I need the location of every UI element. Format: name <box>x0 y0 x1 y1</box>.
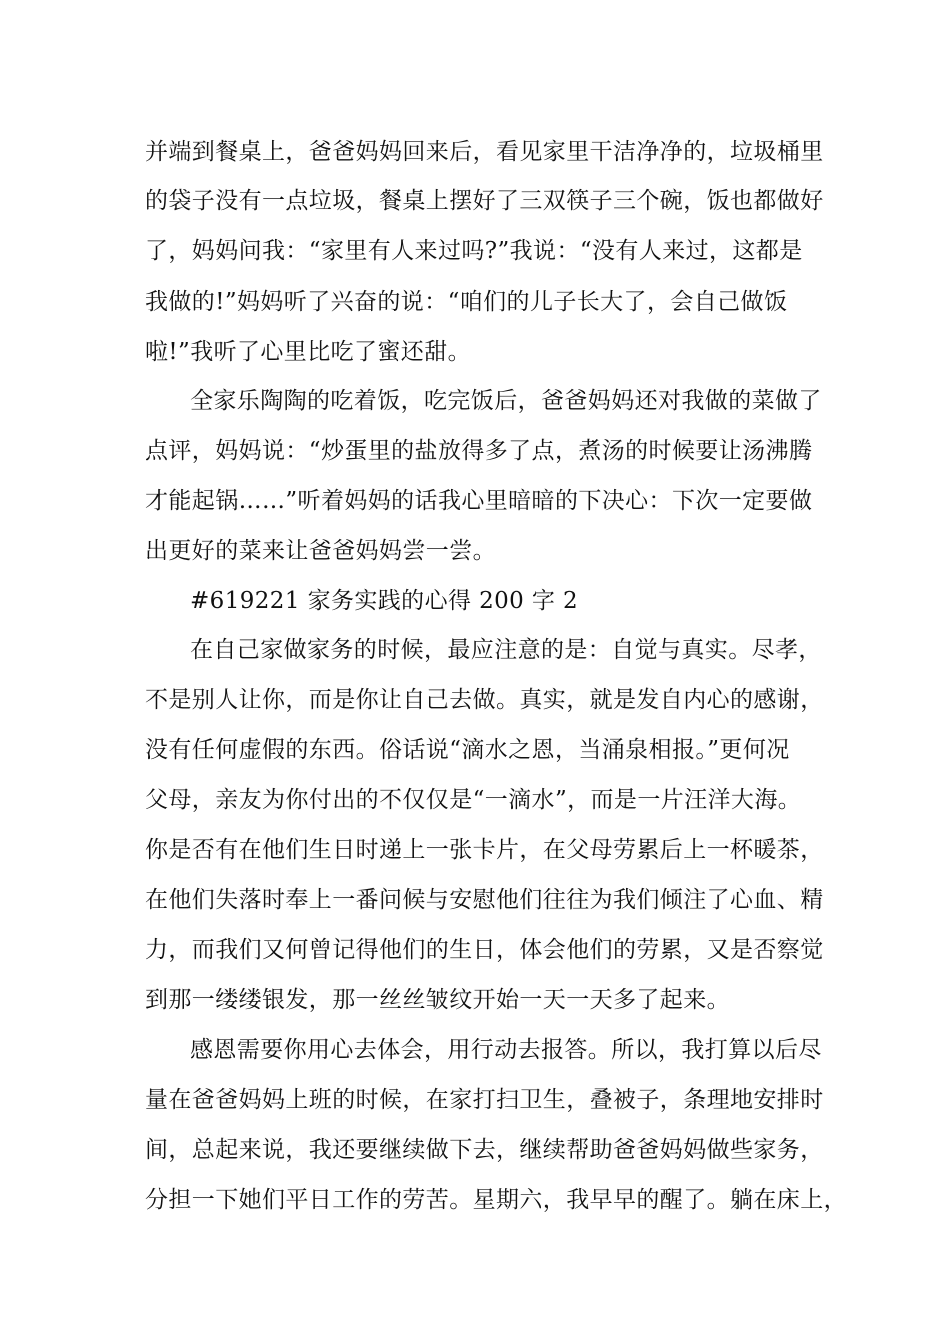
text-line: 的袋子没有一点垃圾，餐桌上摆好了三双筷子三个碗，饭也都做好 <box>145 188 824 214</box>
text-line: 点评，妈妈说：“炒蛋里的盐放得多了点，煮汤的时候要让汤沸腾 <box>145 438 813 464</box>
text-line: 感恩需要你用心去体会，用行动去报答。所以，我打算以后尽 <box>190 1037 822 1063</box>
text-line: 量在爸爸妈妈上班的时候，在家打扫卫生，叠被子，条理地安排时 <box>145 1087 824 1113</box>
text-line: 在自己家做家务的时候，最应注意的是：自觉与真实。尽孝， <box>190 637 822 663</box>
text-line: 分担一下她们平日工作的劳苦。星期六，我早早的醒了。躺在床上， <box>145 1187 847 1213</box>
text-line: 才能起锅……”听着妈妈的话我心里暗暗的下决心：下次一定要做 <box>145 488 813 514</box>
text-line: 了，妈妈问我：“家里有人来过吗?”我说：“没有人来过，这都是 <box>145 238 803 264</box>
text-line: 并端到餐桌上，爸爸妈妈回来后，看见家里干洁净净的，垃圾桶里 <box>145 139 824 165</box>
text-line: 全家乐陶陶的吃着饭，吃完饭后，爸爸妈妈还对我做的菜做了 <box>190 388 822 414</box>
text-line: 间，总起来说，我还要继续做下去，继续帮助爸爸妈妈做些家务， <box>145 1137 824 1163</box>
text-line: 没有任何虚假的东西。俗话说“滴水之恩，当涌泉相报。”更何况 <box>145 737 790 763</box>
text-line: 你是否有在他们生日时递上一张卡片，在父母劳累后上一杯暖茶， <box>145 837 824 863</box>
text-line: 出更好的菜来让爸爸妈妈尝一尝。 <box>145 538 496 564</box>
text-line: 到那一缕缕银发，那一丝丝皱纹开始一天一天多了起来。 <box>145 987 730 1013</box>
text-line: 父母，亲友为你付出的不仅仅是“一滴水”，而是一片汪洋大海。 <box>145 787 802 813</box>
section-heading: #619221 家务实践的心得 200 字 2 <box>190 588 579 614</box>
text-line: 在他们失落时奉上一番问候与安慰他们往往为我们倾注了心血、精 <box>145 887 824 913</box>
text-line: 力，而我们又何曾记得他们的生日，体会他们的劳累，又是否察觉 <box>145 937 824 963</box>
text-line: 啦!”我听了心里比吃了蜜还甜。 <box>145 339 472 365</box>
text-line: 不是别人让你，而是你让自己去做。真实，就是发自内心的感谢， <box>145 687 824 713</box>
text-line: 我做的!”妈妈听了兴奋的说：“咱们的儿子长大了，会自己做饭 <box>145 289 788 315</box>
